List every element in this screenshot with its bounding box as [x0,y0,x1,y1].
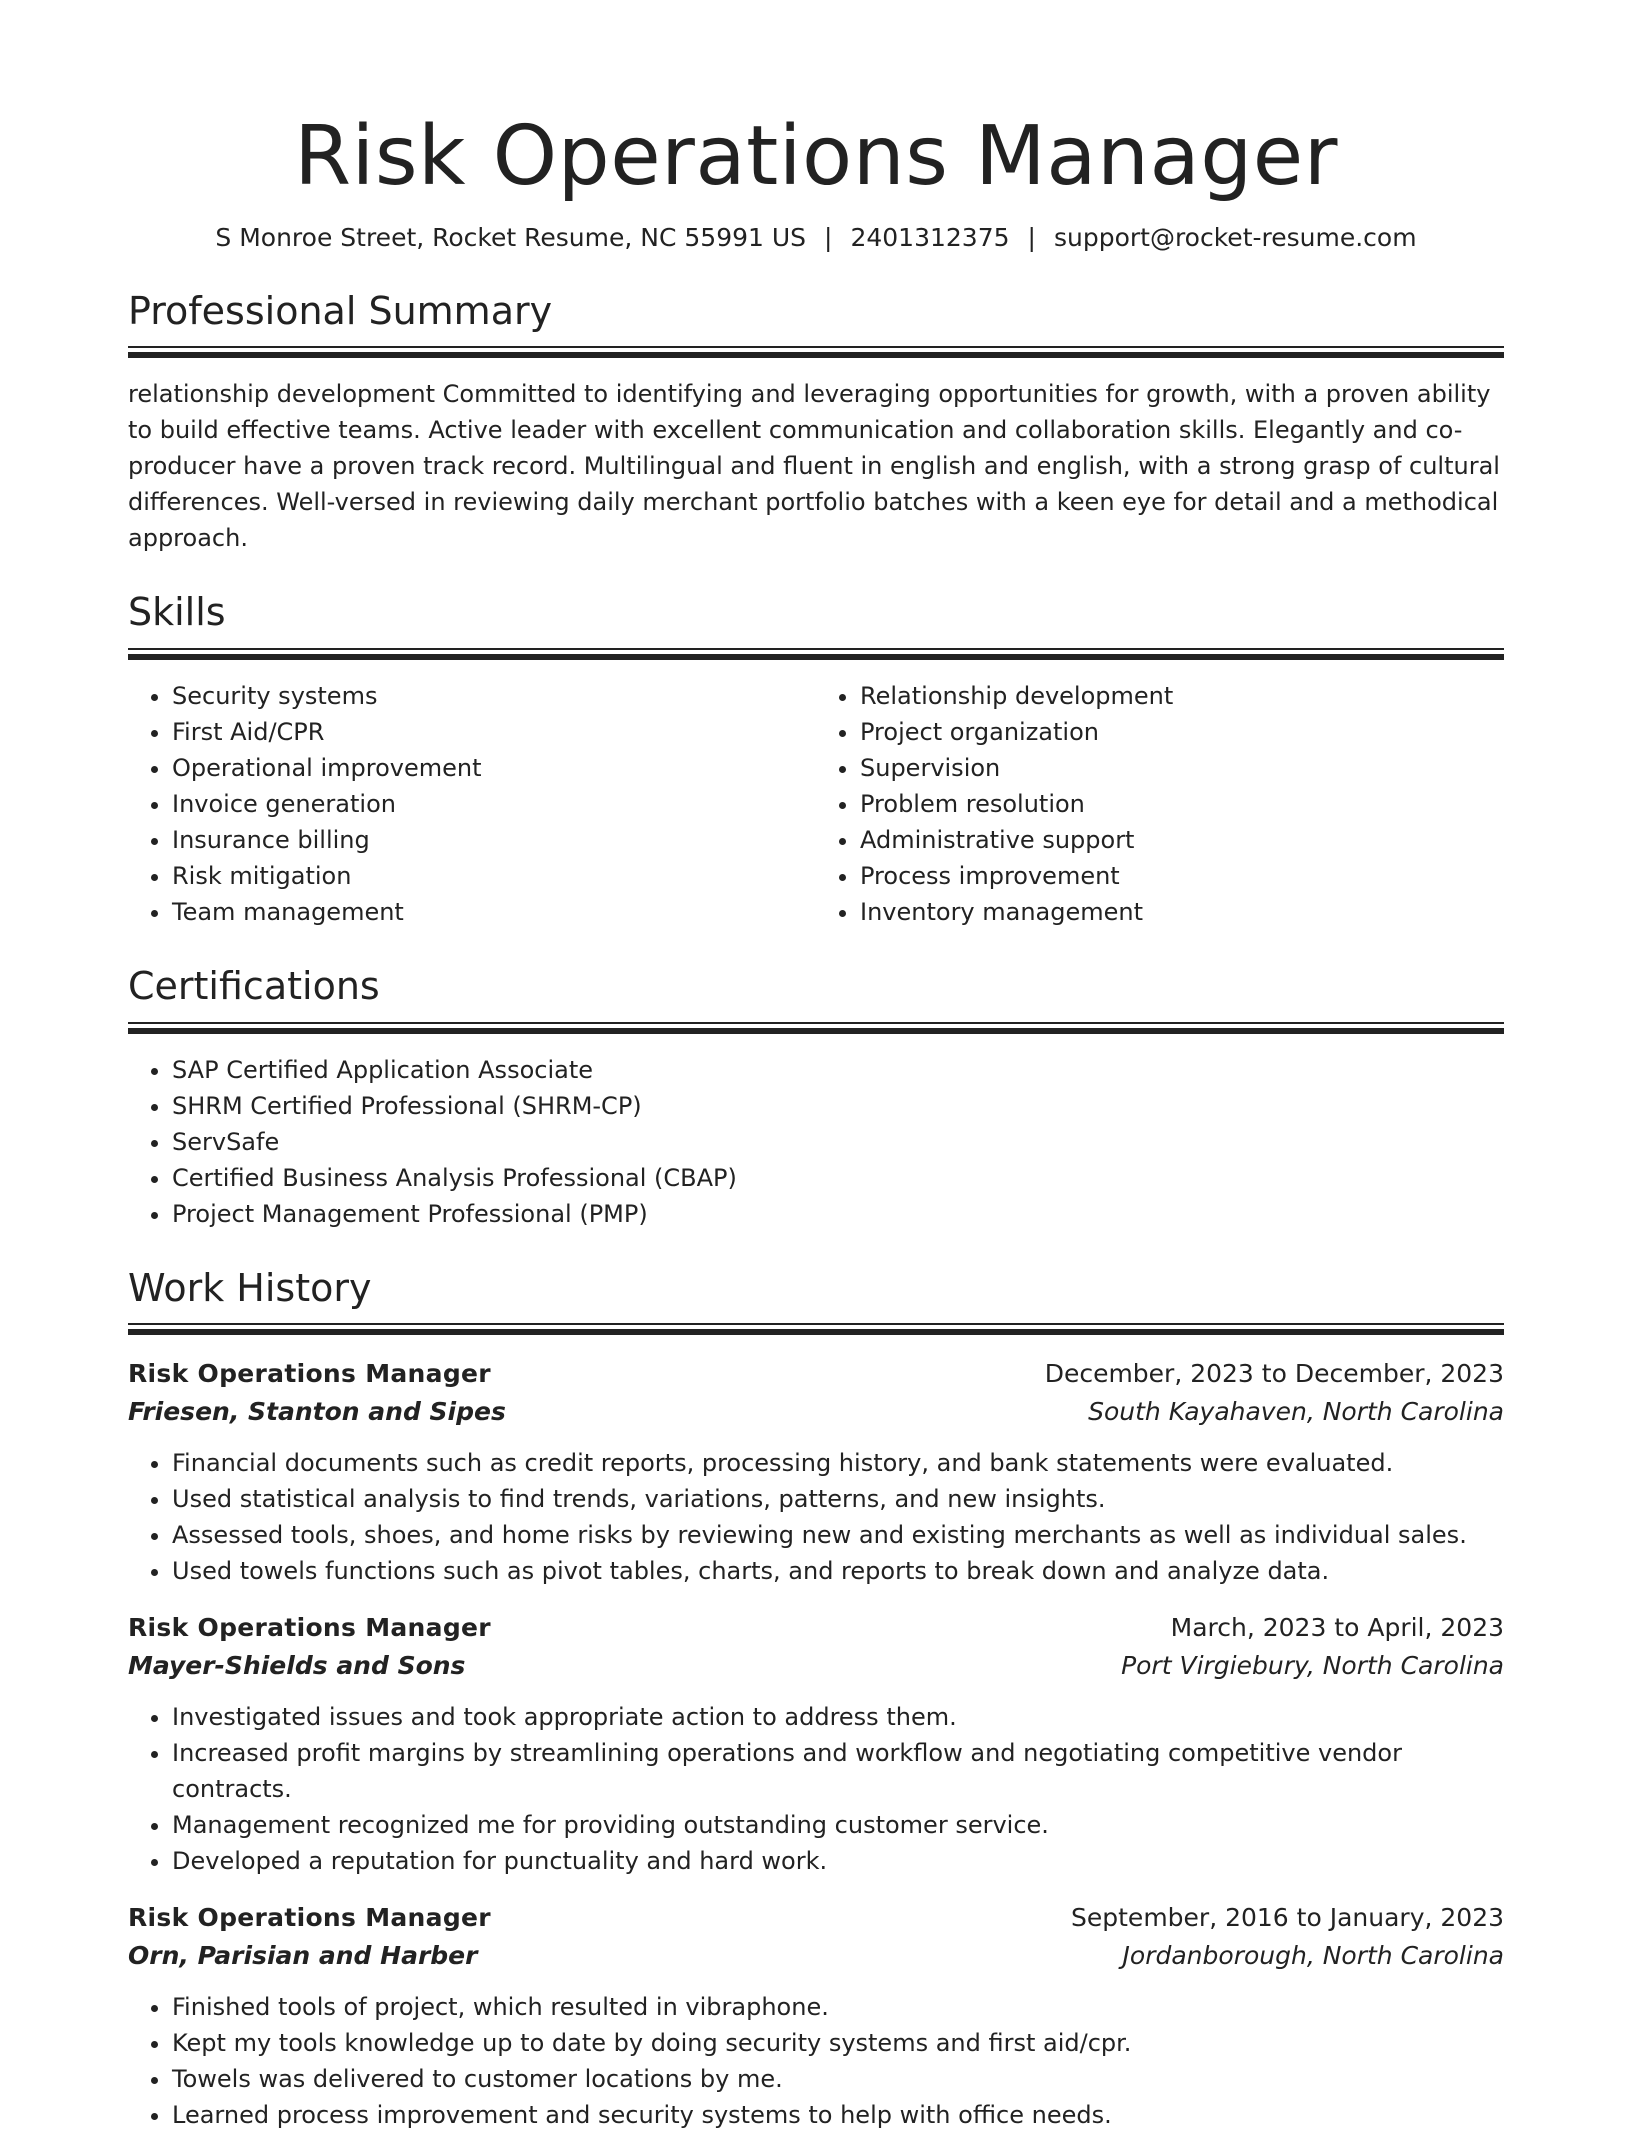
skill-item: • Inventory management [860,894,1504,930]
skill-item: • Relationship development [860,678,1504,714]
section-title-skills: Skills [128,590,226,635]
section-divider [128,346,1504,358]
skill-item: • Invoice generation [172,786,816,822]
job-company-row [128,1937,1504,1975]
job-bullet: • Assessed tools, shoes, and home risks by reviewing new and existing merchants as well as individual sales. [172,1517,1504,1553]
job-entry [128,1355,1504,1589]
job-company: Mayer-Shields and Sons [128,1651,466,1681]
job-bullet: • Kept my tools knowledge up to date by doing security systems and first aid/cpr. [172,2025,1504,2061]
contact-separator: | [1027,223,1036,253]
job-bullets [128,1445,1504,1589]
job-bullet: • Used towels functions such as pivot tables, charts, and reports to break down and analyze data. [172,1553,1504,1589]
skill-item: • Operational improvement [172,750,816,786]
skill-item: • Risk mitigation [172,858,816,894]
job-company-row [128,1647,1504,1685]
job-company-row [128,1393,1504,1431]
contact-email: support@rocket-resume.com [1053,223,1417,253]
contact-address: S Monroe Street, Rocket Resume, NC 55991 US [215,223,807,253]
contact-line [128,222,1504,255]
skills-list-right [816,678,1504,930]
job-title: Risk Operations Manager [128,1613,491,1643]
skill-item: • Problem resolution [860,786,1504,822]
certification-item: • ServSafe [172,1124,1504,1160]
job-entry [128,1899,1504,2133]
section-divider [128,1022,1504,1034]
job-entry [128,1609,1504,1879]
summary-text: relationship development Committed to identifying and leveraging opportunities for growth, with a proven ability to build effective teams. Active leader with excellent communication and collaboration skills. Elegantly and co-producer have a proven track record. Multilingual and fluent in english and english, with a strong grasp of cultural differences. Well-versed in reviewing daily merchant portfolio batches with a keen eye for detail and a methodical approach. [128,380,1500,553]
job-dates: December, 2023 to December, 2023 [1044,1359,1504,1389]
job-location: Jordanborough, North Carolina [1122,1941,1504,1971]
certification-item: • SAP Certified Application Associate [172,1052,1504,1088]
job-header-row [128,1355,1504,1393]
job-header-row [128,1609,1504,1647]
contact-separator: | [824,223,833,253]
skill-item: • Insurance billing [172,822,816,858]
certification-item: • SHRM Certified Professional (SHRM-CP) [172,1088,1504,1124]
job-bullet: • Investigated issues and took appropriate action to address them. [172,1699,1504,1735]
job-header-row [128,1899,1504,1937]
certifications-section [128,964,1504,1232]
skills-list-left [128,678,816,930]
job-company: Orn, Parisian and Harber [128,1941,478,1971]
summary-section [128,289,1504,557]
certification-item: • Project Management Professional (PMP) [172,1196,1504,1232]
certification-item: • Certified Business Analysis Professional (CBAP) [172,1160,1504,1196]
skill-item: • Administrative support [860,822,1504,858]
job-dates: September, 2016 to January, 2023 [1071,1903,1504,1933]
job-title: Risk Operations Manager [128,1359,491,1389]
job-bullet: • Learned process improvement and security systems to help with office needs. [172,2097,1504,2133]
skill-item: • Security systems [172,678,816,714]
job-bullets [128,1989,1504,2133]
contact-phone: 2401312375 [850,223,1010,253]
work-history-section [128,1266,1504,2133]
job-title: Risk Operations Manager [128,1903,491,1933]
skill-item: • Process improvement [860,858,1504,894]
job-dates: March, 2023 to April, 2023 [1170,1613,1504,1643]
job-bullet: • Management recognized me for providing outstanding customer service. [172,1807,1504,1843]
skills-grid [128,678,1504,930]
section-title-certifications: Certifications [128,963,380,1008]
job-location: Port Virgiebury, North Carolina [1121,1651,1504,1681]
job-bullet: • Developed a reputation for punctuality and hard work. [172,1843,1504,1879]
skill-item: • Supervision [860,750,1504,786]
skills-section [128,590,1504,930]
job-bullet: • Increased profit margins by streamlining operations and workflow and negotiating competitive vendor contracts. [172,1735,1504,1807]
job-location: South Kayahaven, North Carolina [1088,1397,1504,1427]
skill-item: • First Aid/CPR [172,714,816,750]
skill-item: • Team management [172,894,816,930]
skill-item: • Project organization [860,714,1504,750]
section-divider [128,1323,1504,1335]
job-bullet: • Towels was delivered to customer locations by me. [172,2061,1504,2097]
job-bullet: • Used statistical analysis to find trends, variations, patterns, and new insights. [172,1481,1504,1517]
job-company: Friesen, Stanton and Sipes [128,1397,506,1427]
resume-name: Risk Operations Manager [294,109,1338,204]
job-bullets [128,1699,1504,1879]
certifications-list [128,1052,1504,1232]
job-bullet: • Finished tools of project, which resulted in vibraphone. [172,1989,1504,2025]
job-bullet: • Financial documents such as credit reports, processing history, and bank statements were evaluated. [172,1445,1504,1481]
section-title-work-history: Work History [128,1265,372,1310]
section-divider [128,648,1504,660]
section-title-summary: Professional Summary [128,288,553,333]
